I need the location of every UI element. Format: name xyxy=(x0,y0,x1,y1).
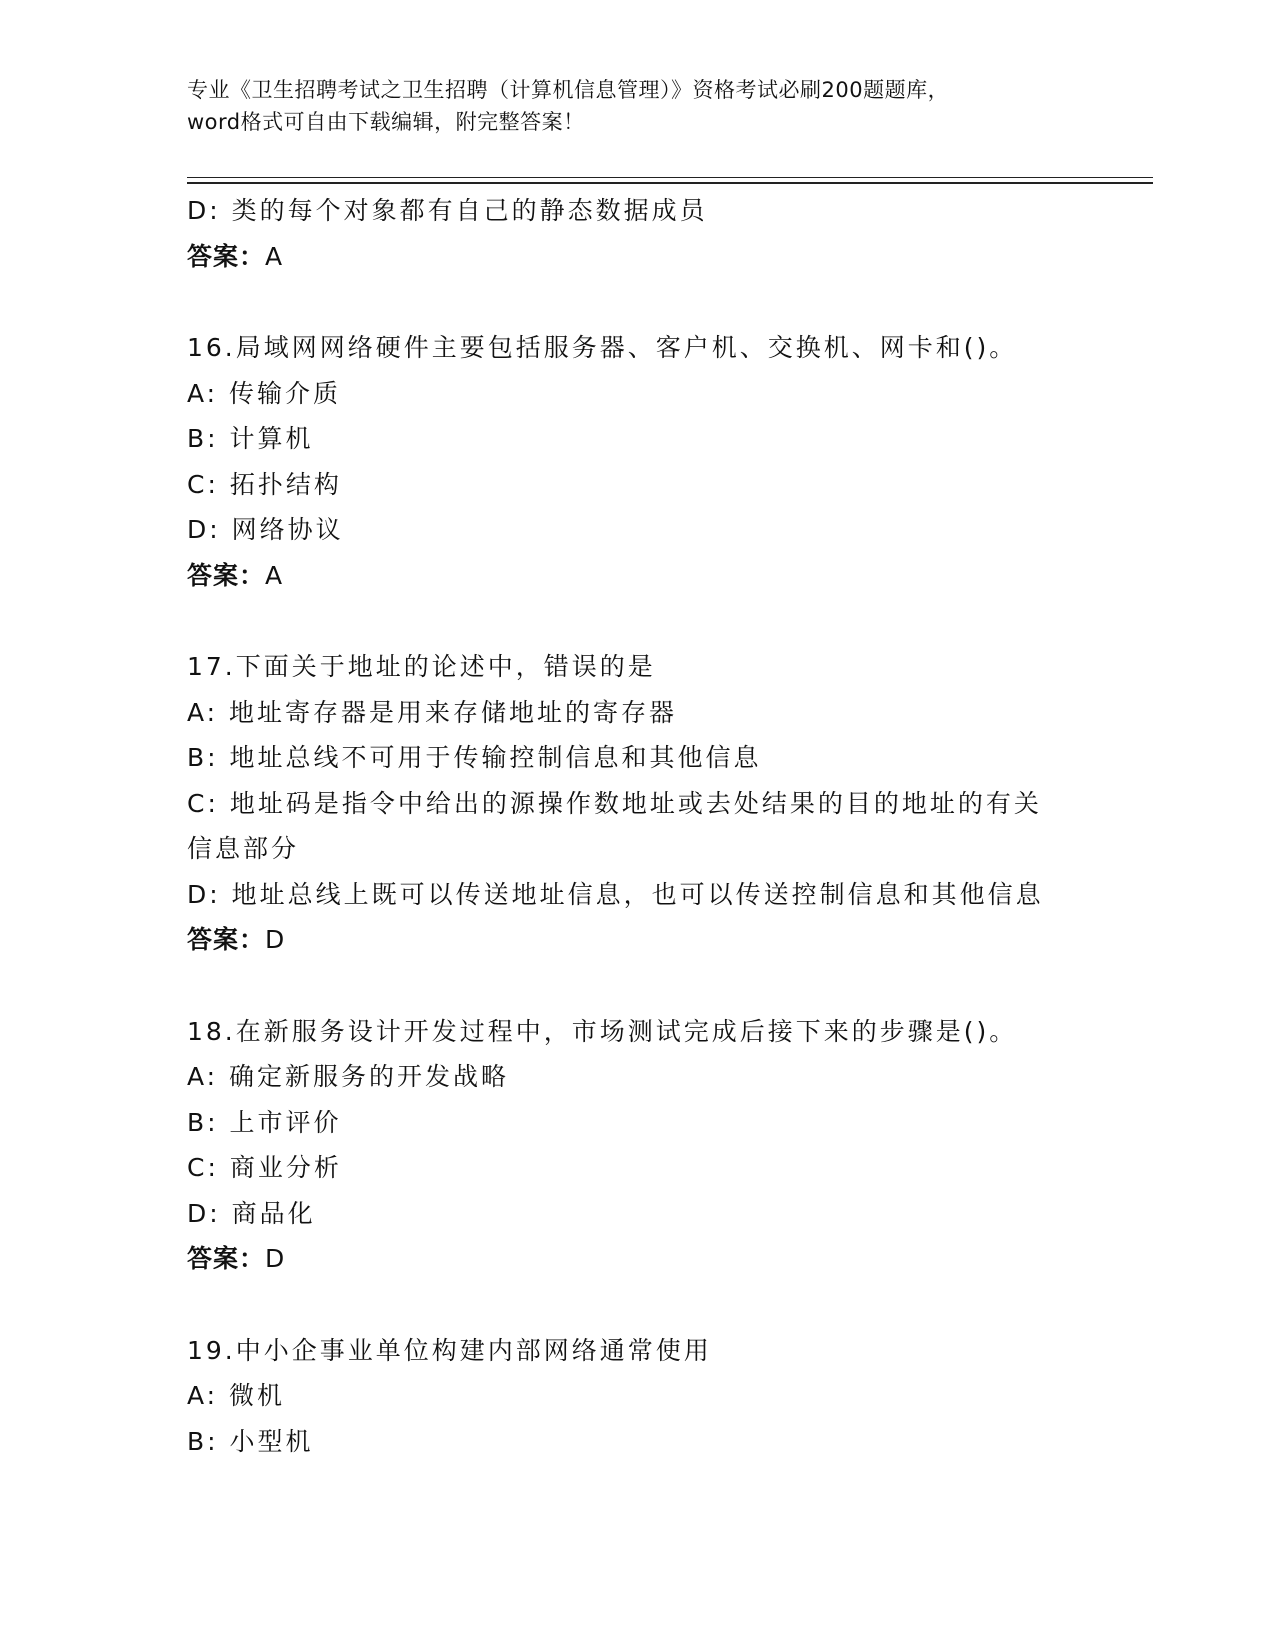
option-a: A: 地址寄存器是用来存储地址的寄存器 xyxy=(187,697,678,727)
answer-line xyxy=(187,553,1087,599)
option-c: C: 拓扑结构 xyxy=(187,469,342,499)
spacer xyxy=(187,1282,1087,1328)
option-a: A: 确定新服务的开发战略 xyxy=(187,1062,510,1091)
answer-line xyxy=(187,234,1087,280)
option-c: C: 商业分析 xyxy=(187,1153,342,1182)
option-b: B: 地址总线不可用于传输控制信息和其他信息 xyxy=(187,743,762,772)
option-c: C: 地址码是指令中给出的源操作数地址或去处结果的目的地址的有关信息部分 xyxy=(187,788,1042,863)
document-header xyxy=(187,74,1067,138)
option-b: B: 计算机 xyxy=(187,424,314,453)
question-title-19: 19.中小企事业单位构建内部网络通常使用 xyxy=(187,1335,712,1365)
spacer xyxy=(187,598,1087,644)
header-line-2: word格式可自由下载编辑，附完整答案！ xyxy=(187,110,585,134)
answer-label: 答案： xyxy=(187,560,266,590)
answer-value: A xyxy=(265,560,284,590)
option-d: D: 类的每个对象都有自己的静态数据成员 xyxy=(187,196,708,225)
answer-value: D xyxy=(265,925,286,954)
option-d: D: 商品化 xyxy=(187,1198,316,1228)
header-rule-thick xyxy=(187,182,1153,184)
question-title-17: 17.下面关于地址的论述中，错误的是 xyxy=(187,652,656,681)
answer-line xyxy=(187,1236,1087,1282)
answer-value: A xyxy=(265,241,284,271)
answer-label: 答案： xyxy=(187,241,266,271)
answer-value: D xyxy=(265,1244,286,1273)
option-a: A: 传输介质 xyxy=(187,378,342,408)
spacer xyxy=(187,963,1087,1009)
header-line-1: 专业《卫生招聘考试之卫生招聘（计算机信息管理）》资格考试必刷200题题库， xyxy=(187,78,950,102)
answer-label: 答案： xyxy=(187,925,266,954)
option-d: D: 网络协议 xyxy=(187,515,344,544)
option-d: D: 地址总线上既可以传送地址信息，也可以传送控制信息和其他信息 xyxy=(187,879,1044,909)
spacer xyxy=(187,279,1087,325)
question-title-18: 18.在新服务设计开发过程中，市场测试完成后接下来的步骤是()。 xyxy=(187,1016,1018,1046)
header-rule-thin xyxy=(187,177,1153,178)
answer-line xyxy=(187,917,1087,963)
option-b: B: 上市评价 xyxy=(187,1107,342,1137)
option-b: B: 小型机 xyxy=(187,1426,314,1456)
option-a: A: 微机 xyxy=(187,1381,286,1410)
answer-label: 答案： xyxy=(187,1244,266,1273)
question-title-16: 16.局域网网络硬件主要包括服务器、客户机、交换机、网卡和()。 xyxy=(187,333,1018,362)
question-content xyxy=(187,188,1087,1464)
